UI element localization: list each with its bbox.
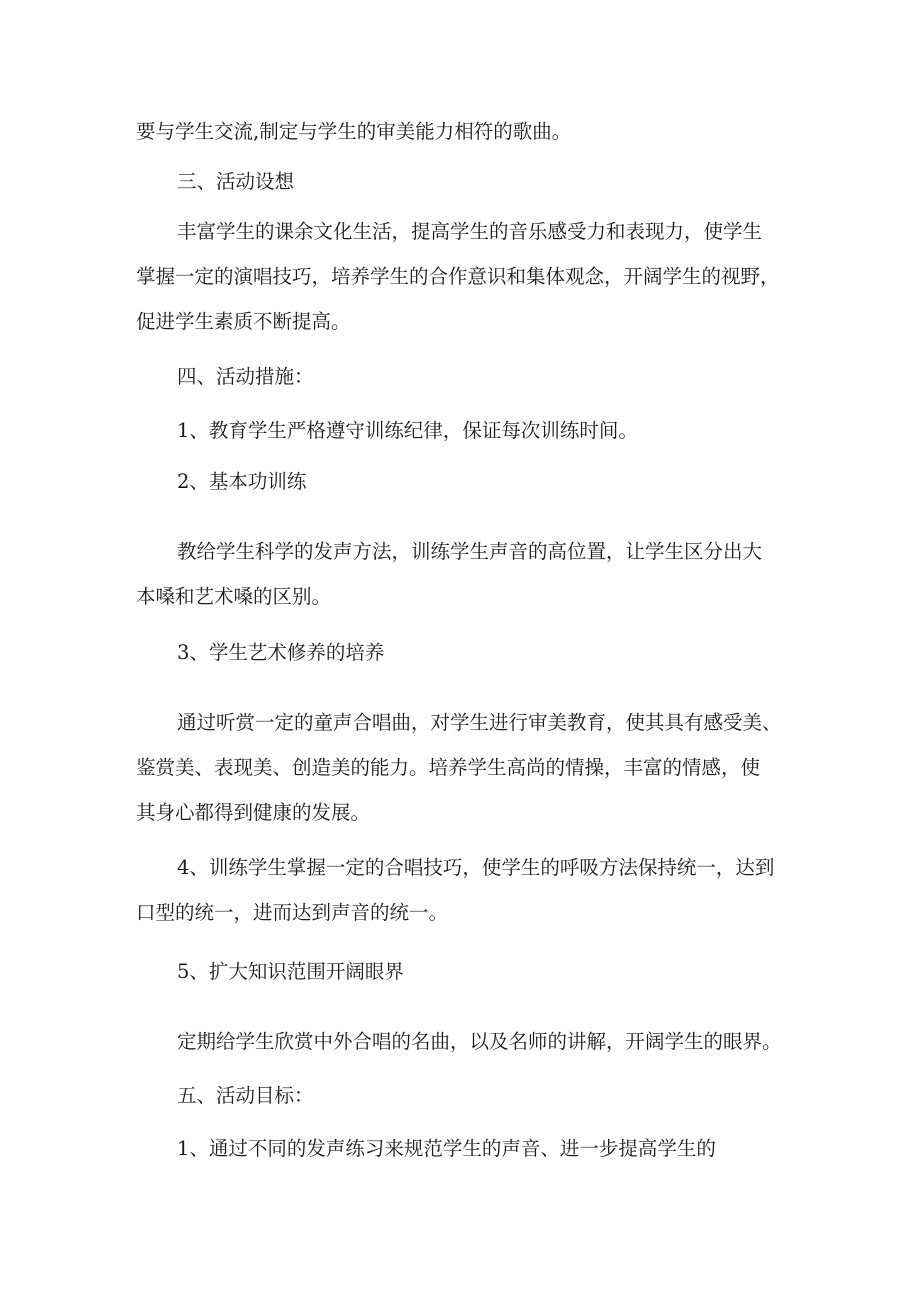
paragraph-basic-training bbox=[136, 529, 796, 619]
text-line: 促进学生素质不断提高。 bbox=[136, 310, 351, 333]
list-item-4 bbox=[136, 845, 796, 935]
text-line: 3、学生艺术修养的培养 bbox=[177, 641, 385, 664]
text-line: 定期给学生欣赏中外合唱的名曲，以及名师的讲解，开阔学生的眼界。 bbox=[177, 1030, 782, 1053]
list-item-5 bbox=[177, 949, 837, 994]
text-line: 本嗓和艺术嗓的区别。 bbox=[136, 585, 332, 608]
text-line: 五、活动目标： bbox=[177, 1084, 314, 1107]
text-line: 四、活动措施： bbox=[177, 365, 314, 388]
goal-item-1 bbox=[177, 1126, 837, 1171]
paragraph-continuation bbox=[136, 109, 796, 154]
list-item-3 bbox=[177, 630, 837, 675]
text-line: 口型的统一，进而达到声音的统一。 bbox=[136, 901, 449, 924]
section-heading-5 bbox=[177, 1073, 837, 1118]
paragraph-art-cultivation bbox=[136, 700, 796, 835]
text-line: 丰富学生的课余文化生活，提高学生的音乐感受力和表现力，使学生 bbox=[177, 220, 763, 243]
text-line: 其身心都得到健康的发展。 bbox=[136, 801, 371, 824]
text-line: 5、扩大知识范围开阔眼界 bbox=[177, 960, 404, 983]
text-line: 要与学生交流,制定与学生的审美能力相符的歌曲。 bbox=[136, 120, 572, 143]
paragraph-activity-idea bbox=[136, 209, 796, 344]
text-line: 教给学生科学的发声方法，训练学生声音的高位置，让学生区分出大 bbox=[177, 540, 763, 563]
section-heading-4 bbox=[177, 354, 837, 399]
list-item-1 bbox=[177, 408, 837, 453]
text-line: 1、教育学生严格遵守训练纪律，保证每次训练时间。 bbox=[177, 419, 638, 442]
text-line: 4、训练学生掌握一定的合唱技巧，使学生的呼吸方法保持统一，达到 bbox=[177, 856, 775, 879]
section-heading-3 bbox=[177, 159, 837, 204]
paragraph-appreciation bbox=[177, 1019, 837, 1064]
list-item-2 bbox=[177, 459, 837, 504]
text-line: 掌握一定的演唱技巧，培养学生的合作意识和集体观念，开阔学生的视野， bbox=[136, 265, 780, 288]
text-line: 通过听赏一定的童声合唱曲，对学生进行审美教育，使其具有感受美、 bbox=[177, 711, 782, 734]
text-line: 2、基本功训练 bbox=[177, 470, 307, 493]
text-line: 三、活动设想 bbox=[177, 170, 295, 193]
text-line: 鉴赏美、表现美、创造美的能力。培养学生高尚的情操，丰富的情感，使 bbox=[136, 756, 761, 779]
text-line: 1、通过不同的发声练习来规范学生的声音、进一步提高学生的 bbox=[177, 1137, 716, 1160]
